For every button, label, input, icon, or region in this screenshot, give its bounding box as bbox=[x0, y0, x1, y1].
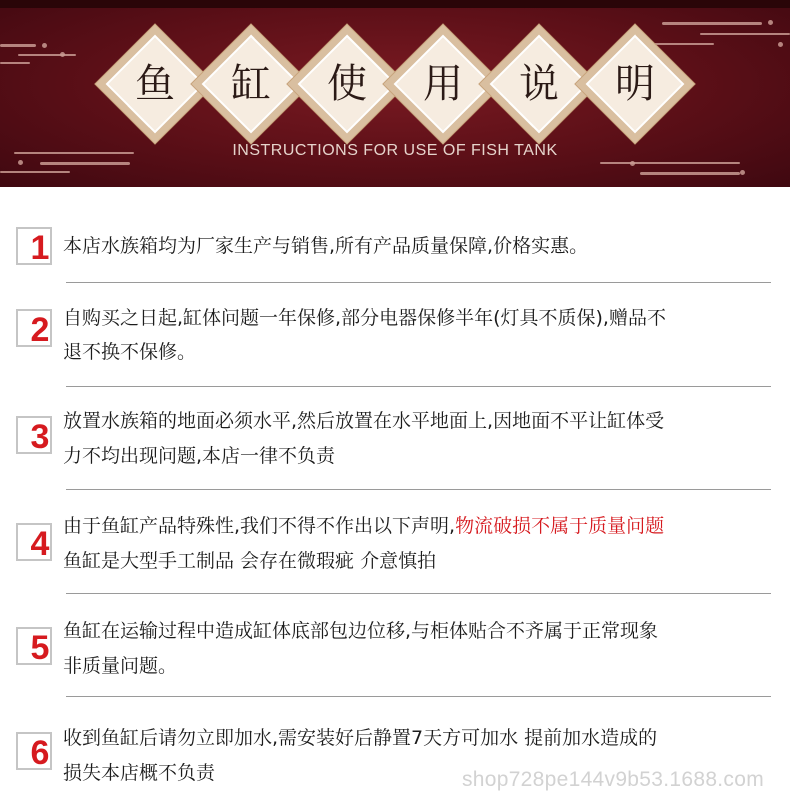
item-number-box bbox=[16, 227, 52, 265]
divider bbox=[66, 593, 771, 594]
item-number-box bbox=[16, 627, 52, 665]
item-number: 6 bbox=[30, 734, 50, 772]
item-text-line: 自购买之日起,缸体问题一年保修,部分电器保修半年(灯具不质保),赠品不 bbox=[63, 307, 666, 329]
item-text-line: 放置水族箱的地面必须水平,然后放置在水平地面上,因地面不平让缸体受 bbox=[63, 410, 665, 432]
title-char: 用 bbox=[423, 61, 463, 107]
item-number-box bbox=[16, 416, 52, 454]
item-text-line bbox=[63, 509, 775, 543]
item-number-box bbox=[16, 732, 52, 770]
title-char: 明 bbox=[615, 61, 655, 107]
divider bbox=[66, 386, 771, 387]
banner-subtitle: INSTRUCTIONS FOR USE OF FISH TANK bbox=[232, 142, 558, 159]
item-number: 2 bbox=[30, 311, 50, 349]
title-char: 缸 bbox=[231, 61, 271, 107]
item-number-box bbox=[16, 523, 52, 561]
item-text-plain: 由于鱼缸产品特殊性,我们不得不作出以下声明, bbox=[63, 515, 456, 537]
title-char: 鱼 bbox=[135, 61, 175, 107]
instruction-list bbox=[0, 187, 790, 811]
title-char: 使 bbox=[327, 61, 367, 107]
header-banner bbox=[0, 0, 790, 187]
divider bbox=[66, 696, 771, 697]
item-text-line: 非质量问题。 bbox=[63, 655, 178, 677]
item-number: 1 bbox=[30, 229, 50, 267]
item-number: 5 bbox=[30, 629, 50, 667]
item-text-line: 退不换不保修。 bbox=[63, 341, 197, 363]
item-text-line: 收到鱼缸后请勿立即加水,需安装好后静置7天方可加水 提前加水造成的 bbox=[63, 727, 658, 749]
divider bbox=[66, 282, 771, 283]
item-number: 3 bbox=[30, 418, 50, 456]
title-char: 说 bbox=[519, 61, 559, 107]
item-text-highlight: 物流破损不属于质量问题 bbox=[455, 515, 665, 537]
item-text-line: 鱼缸是大型手工制品 会存在微瑕疵 介意慎拍 bbox=[63, 550, 437, 572]
shop-watermark: shop728pe144v9b53.1688.com bbox=[461, 768, 764, 791]
divider bbox=[66, 489, 771, 490]
item-text-line: 鱼缸在运输过程中造成缸体底部包边位移,与柜体贴合不齐属于正常现象 bbox=[63, 620, 659, 642]
item-number-box bbox=[16, 309, 52, 347]
item-number: 4 bbox=[30, 525, 50, 563]
item-text-line: 损失本店概不负责 bbox=[63, 762, 216, 784]
item-text-line: 力不均出现问题,本店一律不负责 bbox=[63, 445, 336, 467]
item-text-line: 本店水族箱均为厂家生产与销售,所有产品质量保障,价格实惠。 bbox=[63, 235, 589, 257]
